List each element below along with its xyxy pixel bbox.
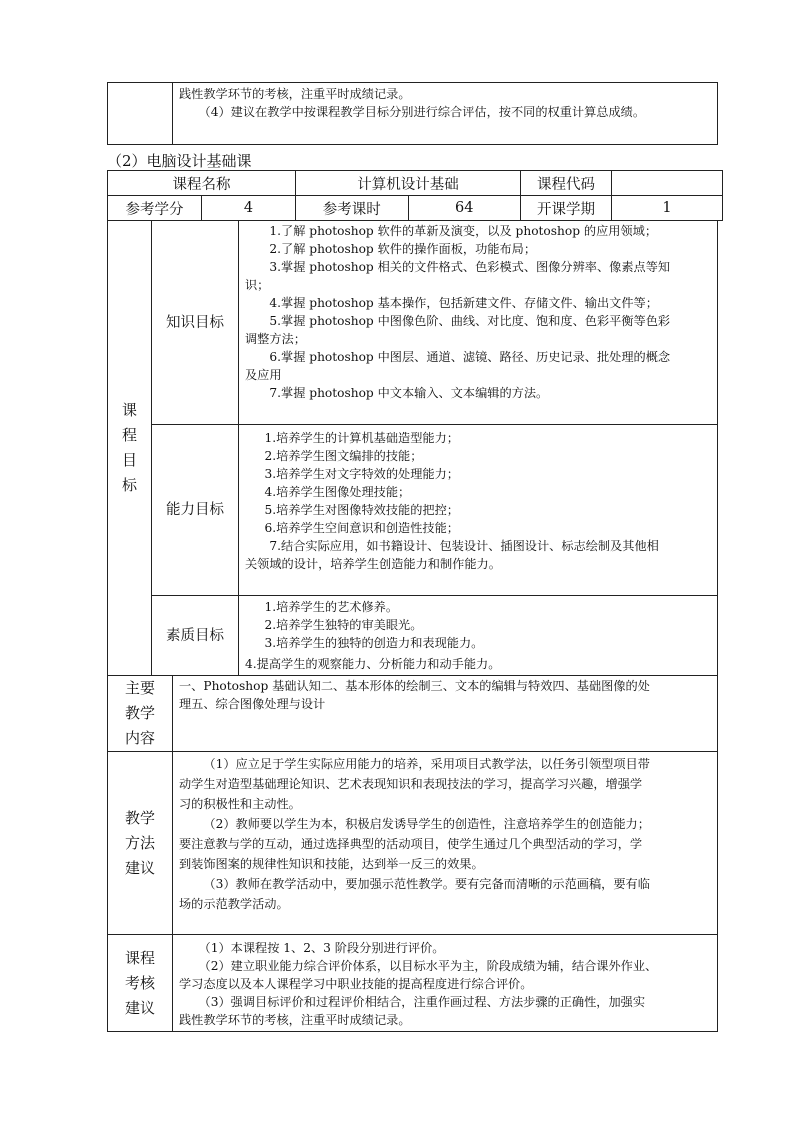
goals-label-char: 程 [121, 426, 137, 444]
content-label-line: 教学 [124, 704, 155, 722]
text-line: 场的示范教学活动。 [179, 897, 289, 911]
teaching-content-label [108, 676, 173, 752]
quality-goals-label: 素质目标 [152, 596, 239, 676]
course-name-label: 课程名称 [108, 171, 296, 196]
text-line: 5.培养学生对图像特效技能的把控； [264, 503, 459, 517]
teaching-content-cell [173, 676, 718, 752]
quality-goals-cell [239, 596, 718, 676]
text-line: （1）本课程按 1、2、3 阶段分别进行评价。 [198, 941, 445, 955]
continuation-table [107, 82, 718, 145]
text-line: （2）教师要以学生为本，积极启发诱导学生的创造性，注意培养学生的创造能力； [203, 817, 650, 831]
credits-label: 参考学分 [108, 196, 202, 221]
knowledge-goals-label: 知识目标 [152, 221, 239, 425]
text-line: 动学生对造型基础理论知识、艺术表现知识和表现技法的学习，提高学习兴趣，增强学 [179, 777, 643, 791]
continuation-left-cell [108, 83, 173, 145]
teaching-method-cell [173, 752, 718, 935]
text-line: 习的积极性和主动性。 [179, 797, 301, 811]
section-title: （2）电脑设计基础课 [107, 152, 252, 170]
ability-goals-cell [239, 425, 718, 596]
text-line: （2）建立职业能力综合评价体系，以目标水平为主，阶段成绩为辅，结合课外作业、 [198, 959, 658, 973]
text-line: 1.培养学生的艺术修养。 [264, 600, 399, 614]
continuation-text-cell [173, 83, 718, 145]
text-line: （1）应立足于学生实际应用能力的培养，采用项目式教学法，以任务引领型项目带 [203, 757, 650, 771]
assessment-label [108, 935, 173, 1032]
text-line: 识； [245, 278, 270, 292]
text-line: （3）教师在教学活动中，要加强示范性教学。要有完备而清晰的示范画稿，要有临 [203, 877, 650, 891]
goals-label-char: 课 [121, 401, 137, 419]
text-line: 4.培养学生图像处理技能； [264, 485, 411, 499]
hours-label: 参考课时 [296, 196, 409, 221]
course-goals-label [108, 221, 152, 676]
text-line: 学习态度以及本人课程学习中职业技能的提高程度进行综合评价。 [179, 977, 533, 991]
text-line: （3）强调目标评价和过程评价相结合，注重作画过程、方法步骤的正确性，加强实 [198, 995, 646, 1009]
semester-label: 开课学期 [521, 196, 612, 221]
text-line: 5.掌握 photoshop 中图像色阶、曲线、对比度、饱和度、色彩平衡等色彩 [269, 314, 671, 328]
course-details-table [107, 675, 718, 1032]
text-line: 6.掌握 photoshop 中图层、通道、滤镜、路径、历史记录、批处理的概念 [269, 350, 671, 364]
text-line: 关领域的设计，培养学生创造能力和制作能力。 [245, 557, 501, 571]
method-label-line: 教学 [124, 808, 155, 827]
text-line: 4.提高学生的观察能力、分析能力和动手能力。 [245, 657, 501, 671]
text-line: 6.培养学生空间意识和创造性技能； [264, 521, 459, 535]
semester-value: 1 [612, 196, 723, 221]
text-line: 一、Photoshop 基础认知二、基本形体的绘制三、文本的编辑与特效四、基础图像的处 [179, 679, 650, 693]
text-line: 3.培养学生对文字特效的处理能力； [264, 467, 459, 481]
assessment-label-line: 建议 [124, 998, 155, 1017]
text-line: 1.培养学生的计算机基础造型能力； [264, 431, 459, 445]
goals-label-char: 目 [121, 451, 137, 469]
text-line: 3.培养学生的独特的创造力和表现能力。 [264, 636, 484, 650]
text-line: 7.掌握 photoshop 中文本输入、文本编辑的方法。 [269, 386, 549, 400]
content-label-line: 主要 [124, 679, 155, 697]
hours-value: 64 [408, 196, 521, 221]
course-code-label: 课程代码 [521, 171, 612, 196]
text-line: 3.掌握 photoshop 相关的文件格式、色彩模式、图像分辨率、像素点等知 [269, 260, 671, 274]
text-line: 7.结合实际应用，如书籍设计、包装设计、插图设计、标志绘制及其他相 [269, 539, 659, 553]
text-line: 4.掌握 photoshop 基本操作，包括新建文件、存储文件、输出文件等； [269, 296, 658, 310]
content-label-line: 内容 [124, 729, 155, 747]
text-line: 践性教学环节的考核，注重平时成绩记录。 [179, 87, 411, 101]
ability-goals-label: 能力目标 [152, 425, 239, 596]
teaching-method-label [108, 752, 173, 935]
method-label-line: 方法 [124, 833, 155, 852]
text-line: （4）建议在教学中按课程教学目标分别进行综合评估，按不同的权重计算总成绩。 [198, 105, 646, 119]
course-header-table [107, 170, 723, 221]
assessment-label-line: 考核 [124, 973, 155, 992]
knowledge-goals-cell [239, 221, 718, 425]
assessment-label-line: 课程 [124, 948, 155, 967]
course-code-value [612, 171, 723, 196]
assessment-cell [173, 935, 718, 1032]
text-line: 调整方法； [245, 332, 306, 346]
text-line: 1.了解 photoshop 软件的革新及演变，以及 photoshop 的应用领域； [269, 224, 658, 238]
text-line: 2.了解 photoshop 软件的操作面板，功能布局； [269, 242, 537, 256]
goals-label-char: 标 [121, 476, 137, 494]
text-line: 2.培养学生独特的审美眼光。 [264, 618, 423, 632]
text-line: 及应用 [245, 368, 282, 382]
text-line: 践性教学环节的考核，注重平时成绩记录。 [179, 1013, 411, 1027]
text-line: 到装饰图案的规律性知识和技能，达到举一反三的效果。 [179, 857, 484, 871]
text-line: 理五、综合图像处理与设计 [179, 697, 326, 711]
course-name-value: 计算机设计基础 [296, 171, 521, 196]
credits-value: 4 [202, 196, 296, 221]
method-label-line: 建议 [124, 858, 155, 877]
text-line: 要注意教与学的互动，通过选择典型的活动项目，使学生通过几个典型活动的学习，学 [179, 837, 643, 851]
text-line: 2.培养学生图文编排的技能； [264, 449, 423, 463]
course-goals-table [107, 220, 718, 676]
